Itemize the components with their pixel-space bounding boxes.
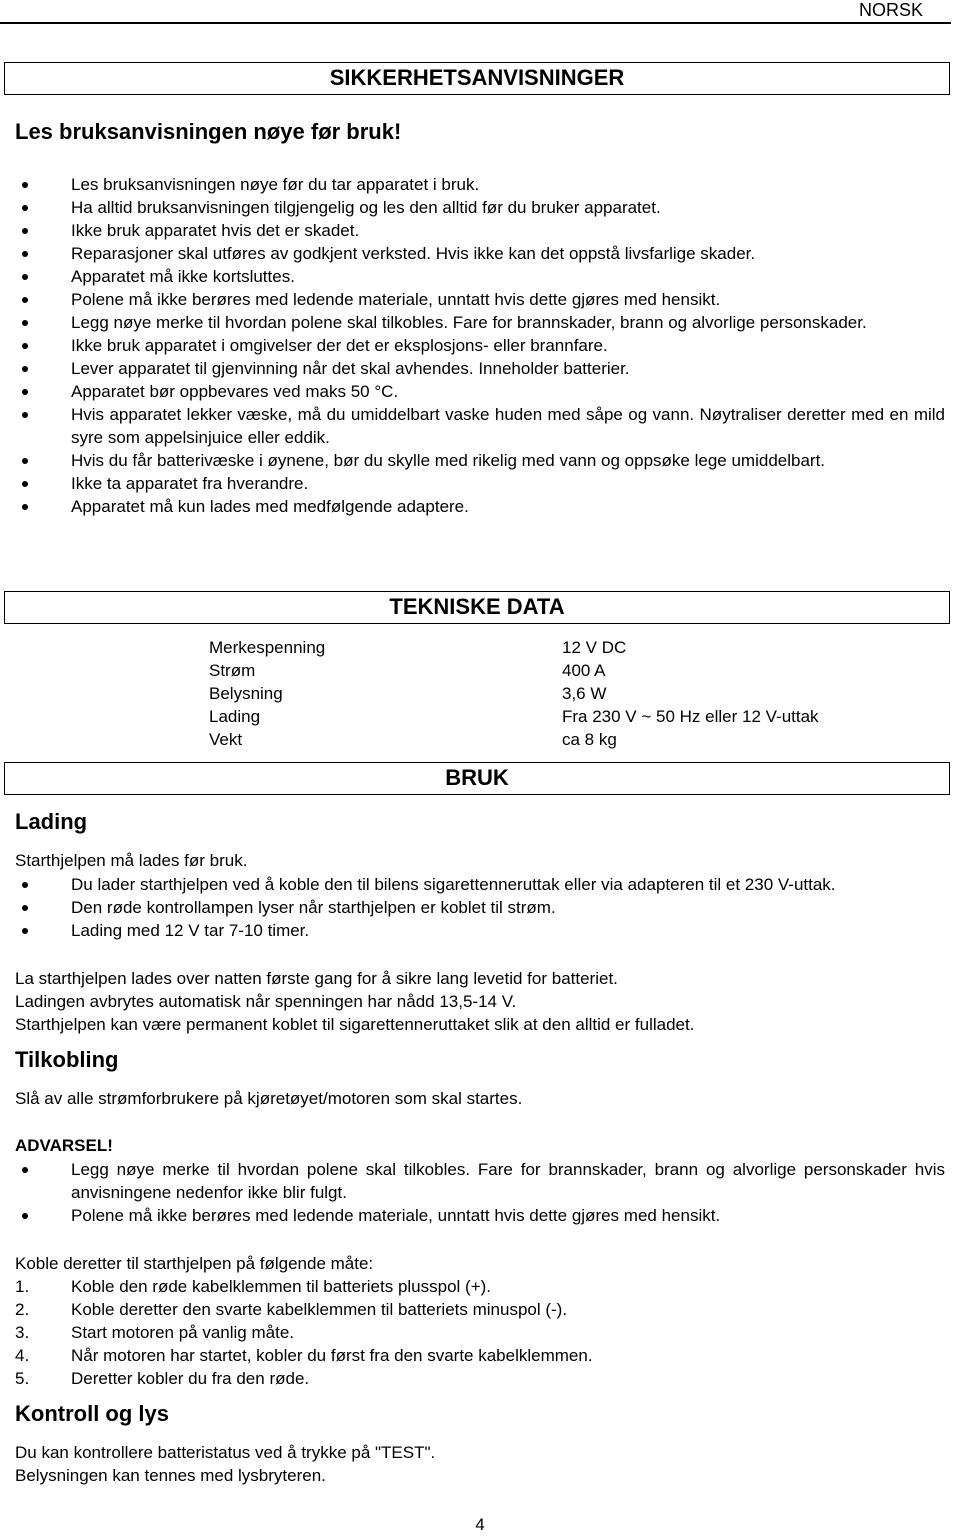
header-rule — [0, 22, 951, 24]
step-text: Koble deretter den svarte kabelklemmen til batteriets minuspol (-). — [71, 1300, 568, 1319]
list-item: Polene må ikke berøres med ledende materiale, unntatt hvis dette gjøres med hensikt. — [15, 1204, 945, 1227]
steps-intro: Koble deretter til starthjelpen på følgende måte: — [15, 1254, 374, 1273]
step-number: 5. — [15, 1369, 30, 1388]
list-item — [15, 1367, 945, 1390]
spec-value: Fra 230 V ~ 50 Hz eller 12 V-uttak — [562, 707, 819, 726]
tech-title-box — [4, 591, 950, 624]
spec-label: Vekt — [209, 730, 243, 749]
list-item: Apparatet bør oppbevares ved maks 50 °C. — [15, 380, 945, 403]
spec-label: Merkespenning — [209, 638, 326, 657]
list-item: Ikke ta apparatet fra hverandre. — [15, 472, 945, 495]
safety-heading: Les bruksanvisningen nøye før bruk! — [15, 119, 402, 144]
charging-note: Starthjelpen kan være permanent koblet til sigarettenneruttaket slik at den alltid er fulladet. — [15, 1015, 695, 1034]
spec-value: 12 V DC — [562, 638, 627, 657]
list-item: Du lader starthjelpen ved å koble den til bilens sigarettenneruttak eller via adapteren til et 230 V-uttak. — [15, 873, 945, 896]
warning-list — [15, 1158, 945, 1227]
spec-value: ca 8 kg — [562, 730, 617, 749]
steps-list — [15, 1275, 945, 1390]
list-item: Ikke bruk apparatet i omgivelser der det er eksplosjons- eller brannfare. — [15, 334, 945, 357]
control-line: Belysningen kan tennes med lysbryteren. — [15, 1466, 326, 1485]
spec-value: 3,6 W — [562, 684, 607, 703]
spec-value: 400 A — [562, 661, 606, 680]
spec-label: Belysning — [209, 684, 283, 703]
charging-note: Ladingen avbrytes automatisk når spenningen har nådd 13,5-14 V. — [15, 992, 517, 1011]
list-item: Ikke bruk apparatet hvis det er skadet. — [15, 219, 945, 242]
step-text: Deretter kobler du fra den røde. — [71, 1369, 310, 1388]
spec-label: Lading — [209, 707, 261, 726]
step-number: 1. — [15, 1277, 30, 1296]
charging-note: La starthjelpen lades over natten første gang for å sikre lang levetid for batteriet. — [15, 969, 618, 988]
charging-intro: Starthjelpen må lades før bruk. — [15, 851, 248, 870]
charging-list — [15, 873, 945, 942]
control-line: Du kan kontrollere batteristatus ved å trykke på "TEST". — [15, 1443, 436, 1462]
usage-title: BRUK — [445, 765, 509, 790]
step-text: Koble den røde kabelklemmen til batteriets plusspol (+). — [71, 1277, 492, 1296]
step-number: 2. — [15, 1300, 30, 1319]
list-item: Ha alltid bruksanvisningen tilgjengelig og les den alltid før du bruker apparatet. — [15, 196, 945, 219]
connect-intro: Slå av alle strømforbrukere på kjøretøyet/motoren som skal startes. — [15, 1089, 523, 1108]
language-label: NORSK — [858, 0, 923, 20]
list-item: Hvis du får batterivæske i øynene, bør du skylle med rikelig med vann og oppsøke lege umiddelbart. — [15, 449, 945, 472]
safety-list — [15, 173, 945, 518]
page-number: 4 — [475, 1515, 485, 1534]
list-item: Hvis apparatet lekker væske, må du umiddelbart vaske huden med såpe og vann. Nøytraliser deretter med en mild syre som appelsinjuice eller eddik. — [15, 403, 945, 449]
list-item: Apparatet må ikke kortsluttes. — [15, 265, 945, 288]
list-item — [15, 1275, 945, 1298]
list-item: Lever apparatet til gjenvinning når det skal avhendes. Inneholder batterier. — [15, 357, 945, 380]
list-item: Legg nøye merke til hvordan polene skal tilkobles. Fare for brannskader, brann og alvorlige personskader hvis anvisningene nedenfor ikke blir fulgt. — [15, 1158, 945, 1204]
list-item: Lading med 12 V tar 7-10 timer. — [15, 919, 945, 942]
list-item: Legg nøye merke til hvordan polene skal tilkobles. Fare for brannskader, brann og alvorlige personskader. — [15, 311, 945, 334]
list-item — [15, 1298, 945, 1321]
usage-title-box — [4, 762, 950, 795]
list-item: Reparasjoner skal utføres av godkjent verksted. Hvis ikke kan det oppstå livsfarlige skader. — [15, 242, 945, 265]
step-number: 3. — [15, 1323, 30, 1342]
step-text: Start motoren på vanlig måte. — [71, 1323, 295, 1342]
tech-title: TEKNISKE DATA — [389, 594, 565, 619]
list-item: Polene må ikke berøres med ledende materiale, unntatt hvis dette gjøres med hensikt. — [15, 288, 945, 311]
control-heading: Kontroll og lys — [15, 1401, 169, 1426]
list-item — [15, 1321, 945, 1344]
list-item: Den røde kontrollampen lyser når starthjelpen er koblet til strøm. — [15, 896, 945, 919]
list-item: Apparatet må kun lades med medfølgende adaptere. — [15, 495, 945, 518]
step-number: 4. — [15, 1346, 30, 1365]
list-item — [15, 1344, 945, 1367]
connect-heading: Tilkobling — [15, 1047, 119, 1072]
warning-title: ADVARSEL! — [15, 1136, 113, 1155]
language-label-wrap — [0, 0, 951, 22]
charging-heading: Lading — [15, 809, 88, 834]
list-item: Les bruksanvisningen nøye før du tar apparatet i bruk. — [15, 173, 945, 196]
safety-title: SIKKERHETSANVISNINGER — [329, 65, 625, 90]
step-text: Når motoren har startet, kobler du først fra den svarte kabelklemmen. — [71, 1346, 593, 1365]
spec-label: Strøm — [209, 661, 256, 680]
safety-title-box — [4, 62, 950, 95]
